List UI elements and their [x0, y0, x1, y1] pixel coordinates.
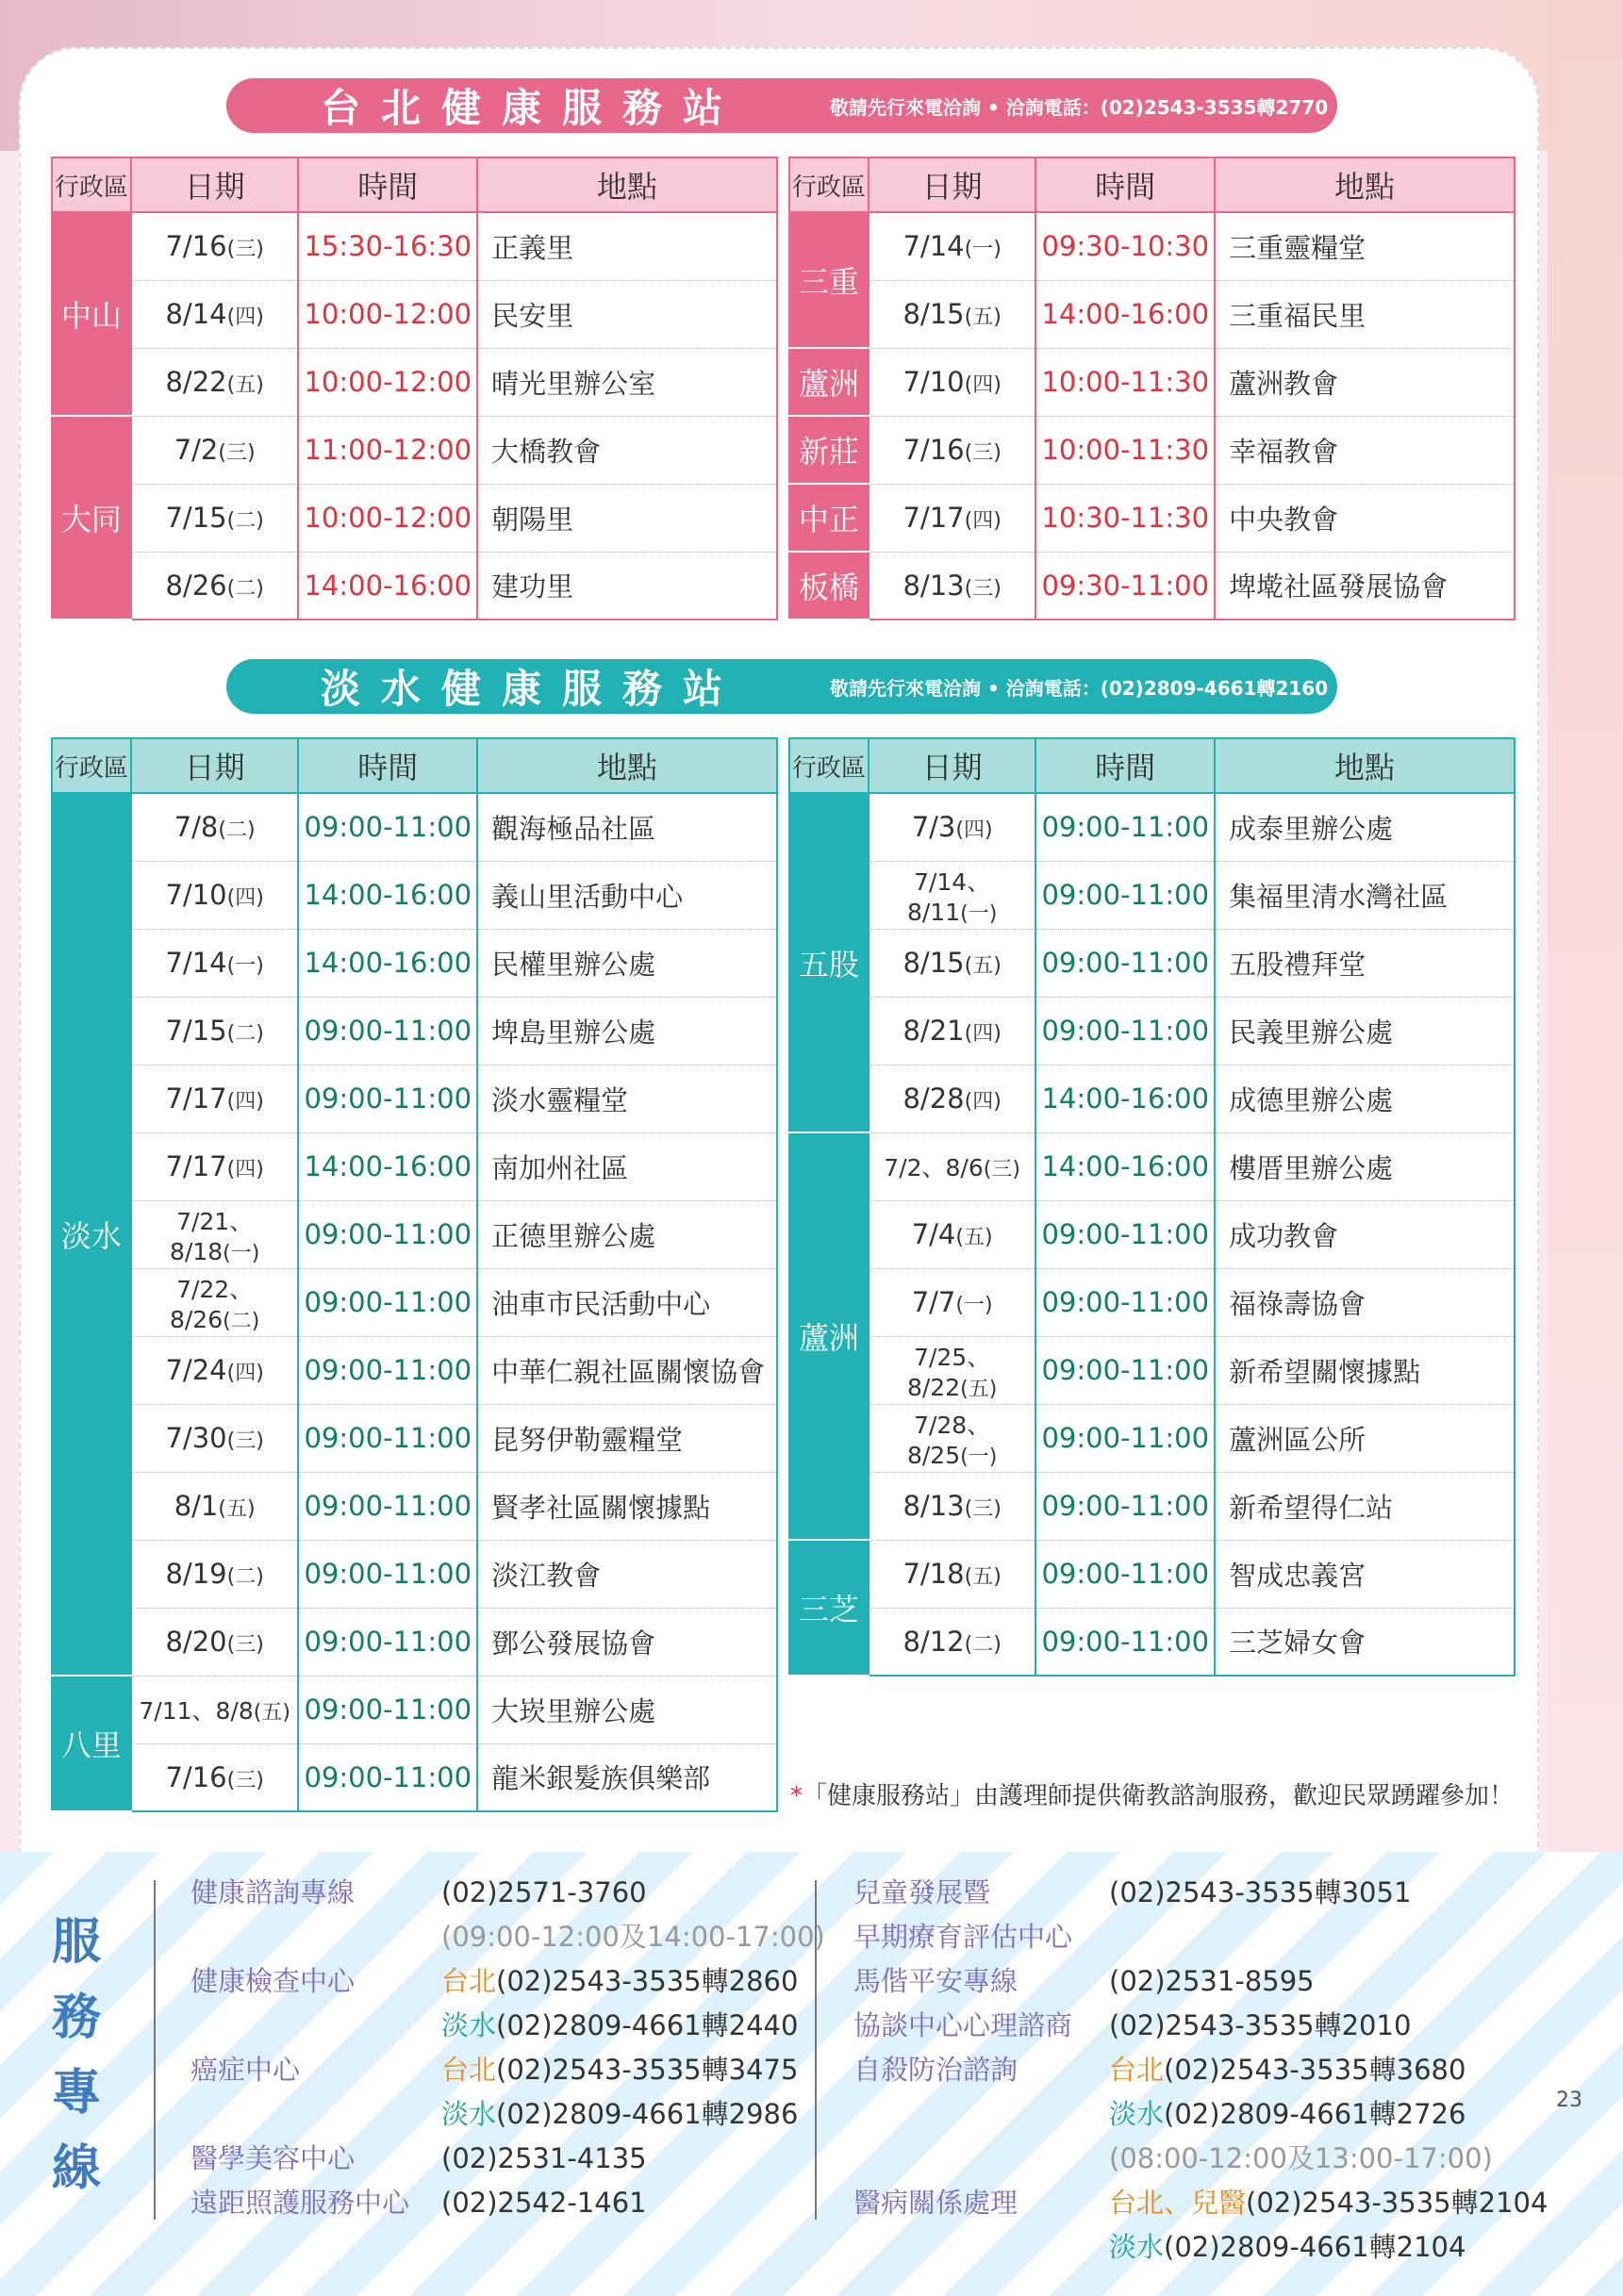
- location-cell: 觀海極品社區: [477, 793, 777, 861]
- service-label: 協談中心心理諮商: [853, 2009, 1073, 2041]
- taipei-table-left: [51, 157, 778, 620]
- location-cell: 民義里辦公處: [1215, 997, 1515, 1065]
- location-cell: 三重福民里: [1215, 280, 1515, 348]
- location-cell: 義山里活動中心: [477, 861, 777, 929]
- weekday: (三): [226, 1768, 264, 1792]
- location-cell: 三芝婦女會: [1215, 1608, 1515, 1676]
- weekday: (一): [960, 1445, 998, 1469]
- district-cell: [789, 793, 869, 1132]
- date-cell: 8/12(二): [869, 1608, 1036, 1676]
- table-row: [52, 1676, 777, 1743]
- district-label: 中山: [60, 298, 122, 334]
- service-value: (08:00-12:00及13:00-17:00): [1109, 2142, 1493, 2174]
- date-cell: 7/16(三): [869, 416, 1036, 484]
- location-cell: 蘆洲區公所: [1215, 1404, 1515, 1472]
- location-cell: 成功教會: [1215, 1200, 1515, 1268]
- table-row: [789, 1336, 1515, 1404]
- location-cell: 新希望得仁站: [1215, 1472, 1515, 1540]
- location-cell: 新希望關懷據點: [1215, 1336, 1515, 1404]
- weekday: (三): [964, 576, 1002, 601]
- table-row: [52, 793, 777, 861]
- location-cell: 樓厝里辦公處: [1215, 1132, 1515, 1200]
- service-label: 癌症中心: [190, 2054, 301, 2086]
- weekday: (四): [955, 818, 993, 843]
- column-header: 地點: [477, 738, 777, 793]
- branch-label: 台北: [441, 2054, 497, 2086]
- service-label: 遠距照護服務中心: [190, 2187, 410, 2219]
- time-cell: 09:00-11:00: [298, 793, 477, 861]
- district-cell: [52, 793, 131, 1676]
- date-cell: 7/28、8/25(一): [869, 1404, 1036, 1472]
- weekday: (四): [226, 1362, 264, 1385]
- weekday: (三): [226, 238, 264, 262]
- weekday: (四): [226, 306, 264, 329]
- time-cell: 10:00-12:00: [298, 280, 477, 348]
- table-row: [52, 280, 777, 348]
- time-cell: 14:00-16:00: [1035, 1132, 1215, 1200]
- time-cell: 09:00-11:00: [298, 1200, 477, 1268]
- tamsui-note: 敬請先行來電洽詢 • 洽詢電話：(02)2809-4661轉2160: [830, 676, 1329, 700]
- table-row: [789, 280, 1515, 348]
- service-label: 馬偕平安專線: [853, 1965, 1019, 1997]
- column-header: 地點: [477, 157, 777, 212]
- column-header: 行政區: [52, 157, 131, 212]
- header-row: [789, 157, 1515, 212]
- time-cell: 09:00-11:00: [298, 1743, 477, 1811]
- location-cell: 賢孝社區關懷據點: [477, 1472, 777, 1540]
- table-row: [52, 997, 777, 1065]
- location-cell: 南加州社區: [477, 1132, 777, 1200]
- right-background: [1548, 0, 1623, 1886]
- table-row: [789, 1132, 1515, 1200]
- taipei-note: 敬請先行來電洽詢 • 洽詢電話：(02)2543-3535轉2770: [830, 95, 1329, 119]
- weekday: (三): [218, 441, 256, 465]
- weekday: (一): [226, 954, 264, 978]
- time-cell: 14:00-16:00: [1035, 1065, 1215, 1132]
- location-cell: 朝陽里: [477, 484, 777, 552]
- branch-label: 淡水: [1109, 2231, 1165, 2263]
- time-cell: 09:30-10:30: [1035, 212, 1215, 280]
- weekday: (三): [964, 441, 1002, 465]
- header-row: [52, 738, 777, 793]
- table-row: [789, 552, 1515, 619]
- table-row: [789, 1404, 1515, 1472]
- weekday: (五): [964, 1565, 1002, 1589]
- date-cell: 7/2(三): [131, 416, 299, 484]
- time-cell: 09:00-11:00: [298, 1065, 477, 1132]
- table-row: [789, 1472, 1515, 1540]
- district-label: 蘆洲: [798, 1320, 859, 1356]
- time-cell: 09:00-11:00: [298, 1336, 477, 1404]
- table-row: [52, 1743, 777, 1811]
- district-label: 板橋: [798, 570, 859, 605]
- footnote-star: *: [790, 1782, 803, 1810]
- table-row: [52, 484, 777, 552]
- date-cell: 7/8(二): [131, 793, 299, 861]
- weekday: (三): [226, 1633, 264, 1657]
- weekday: (二): [223, 1309, 260, 1333]
- district-label: 蘆洲: [798, 366, 859, 402]
- weekday: (一): [964, 238, 1002, 262]
- location-cell: 淡水靈糧堂: [477, 1065, 777, 1132]
- service-label: 兒童發展暨: [853, 1876, 991, 1908]
- service-value: 台北(02)2543-3535轉3680: [1109, 2054, 1466, 2086]
- time-cell: 09:00-11:00: [1035, 929, 1215, 997]
- location-cell: 福祿壽協會: [1215, 1268, 1515, 1336]
- location-cell: 大崁里辦公處: [477, 1676, 777, 1743]
- table-row: [789, 1065, 1515, 1132]
- date-cell: 7/16(三): [131, 212, 299, 280]
- location-cell: 大橋教會: [477, 416, 777, 484]
- taipei-title: 台北健康服務站: [321, 85, 744, 131]
- table-row: [52, 929, 777, 997]
- date-cell: 7/25、8/22(五): [869, 1336, 1036, 1404]
- column-header: 日期: [131, 738, 299, 793]
- location-cell: 集福里清水灣社區: [1215, 861, 1515, 929]
- time-cell: 14:00-16:00: [298, 861, 477, 929]
- date-cell: 7/18(五): [869, 1540, 1036, 1608]
- weekday: (三): [983, 1158, 1020, 1181]
- service-value: 淡水(02)2809-4661轉2440: [441, 2009, 799, 2041]
- date-cell: 7/14(一): [131, 929, 299, 997]
- table-row: [789, 1608, 1515, 1676]
- date-cell: 7/17(四): [869, 484, 1036, 552]
- table-row: [789, 1540, 1515, 1608]
- branch-label: 台北: [1109, 2054, 1165, 2086]
- district-label: 新莊: [798, 434, 859, 470]
- table-row: [52, 212, 777, 280]
- weekday: (二): [218, 818, 256, 843]
- time-cell: 09:00-11:00: [1035, 793, 1215, 861]
- date-cell: 7/16(三): [131, 1743, 299, 1811]
- table-row: [52, 1065, 777, 1132]
- weekday: (四): [964, 1090, 1002, 1114]
- location-cell: 昆努伊勒靈糧堂: [477, 1404, 777, 1472]
- service-label: 健康諮詢專線: [190, 1876, 356, 1908]
- time-cell: 09:00-11:00: [1035, 861, 1215, 929]
- district-cell: [789, 416, 869, 484]
- table-row: [789, 997, 1515, 1065]
- date-cell: 7/17(四): [131, 1065, 299, 1132]
- time-cell: 15:30-16:30: [298, 212, 477, 280]
- time-cell: 10:00-11:30: [1035, 348, 1215, 416]
- service-value: (02)2531-8595: [1109, 1965, 1315, 1997]
- service-value: 台北、兒醫(02)2543-3535轉2104: [1109, 2187, 1548, 2219]
- time-cell: 14:00-16:00: [298, 929, 477, 997]
- location-cell: 蘆洲教會: [1215, 348, 1515, 416]
- location-cell: 智成忠義宮: [1215, 1540, 1515, 1608]
- service-value: (02)2571-3760: [441, 1876, 647, 1908]
- location-cell: 正義里: [477, 212, 777, 280]
- date-cell: 7/14、8/11(一): [869, 861, 1036, 929]
- weekday: (四): [964, 509, 1002, 533]
- date-cell: 8/19(二): [131, 1540, 299, 1608]
- date-cell: 7/21、8/18(一): [131, 1200, 299, 1268]
- table-row: [789, 416, 1515, 484]
- date-cell: 8/13(三): [869, 1472, 1036, 1540]
- location-cell: 鄧公發展協會: [477, 1608, 777, 1676]
- location-cell: 油車市民活動中心: [477, 1268, 777, 1336]
- column-header: 時間: [298, 157, 477, 212]
- branch-label: 淡水: [441, 2009, 497, 2041]
- weekday: (四): [964, 373, 1002, 397]
- weekday: (五): [960, 1377, 998, 1401]
- location-cell: 五股禮拜堂: [1215, 929, 1515, 997]
- district-label: 淡水: [60, 1218, 122, 1254]
- table-row: [52, 348, 777, 416]
- district-cell: [52, 416, 131, 619]
- service-value: (02)2531-4135: [441, 2142, 647, 2174]
- table-row: [789, 793, 1515, 861]
- service-value: 台北(02)2543-3535轉2860: [441, 1965, 799, 1997]
- table-row: [52, 1268, 777, 1336]
- district-label: 三芝: [798, 1592, 859, 1627]
- table-row: [789, 484, 1515, 552]
- location-cell: 建功里: [477, 552, 777, 619]
- divider-line: [154, 1880, 156, 2220]
- time-cell: 09:00-11:00: [1035, 1472, 1215, 1540]
- branch-label: 淡水: [1109, 2098, 1165, 2130]
- location-cell: 埤島里辦公處: [477, 997, 777, 1065]
- weekday: (四): [226, 886, 264, 910]
- date-cell: 7/30(三): [131, 1404, 299, 1472]
- time-cell: 09:00-11:00: [298, 1404, 477, 1472]
- time-cell: 09:00-11:00: [1035, 1608, 1215, 1676]
- time-cell: 10:30-11:30: [1035, 484, 1215, 552]
- table-row: [789, 212, 1515, 280]
- time-cell: 10:00-12:00: [298, 348, 477, 416]
- district-label: 三重: [798, 264, 859, 300]
- weekday: (二): [226, 576, 264, 601]
- taipei-table-right: [788, 157, 1515, 620]
- column-header: 日期: [131, 157, 299, 212]
- time-cell: 14:00-16:00: [1035, 280, 1215, 348]
- district-cell: [789, 552, 869, 619]
- time-cell: 14:00-16:00: [298, 552, 477, 619]
- weekday: (一): [960, 901, 998, 926]
- weekday: (一): [223, 1241, 260, 1265]
- table-row: [52, 1472, 777, 1540]
- weekday: (五): [253, 1701, 290, 1725]
- location-cell: 正德里辦公處: [477, 1200, 777, 1268]
- location-cell: 成泰里辦公處: [1215, 793, 1515, 861]
- date-cell: 7/7(一): [869, 1268, 1036, 1336]
- location-cell: 三重靈糧堂: [1215, 212, 1515, 280]
- service-value: (09:00-12:00及14:00-17:00): [441, 1921, 825, 1953]
- tamsui-title: 淡水健康服務站: [321, 666, 744, 712]
- location-cell: 中華仁親社區關懷協會: [477, 1336, 777, 1404]
- table-row: [789, 929, 1515, 997]
- date-cell: 7/14(一): [869, 212, 1036, 280]
- date-cell: 7/4(五): [869, 1200, 1036, 1268]
- table-row: [52, 1404, 777, 1472]
- weekday: (二): [226, 1565, 264, 1589]
- table-row: [52, 1336, 777, 1404]
- location-cell: 幸福教會: [1215, 416, 1515, 484]
- table-row: [52, 416, 777, 484]
- time-cell: 09:00-11:00: [298, 1676, 477, 1743]
- time-cell: 10:00-11:30: [1035, 416, 1215, 484]
- district-label: 大同: [60, 502, 122, 537]
- date-cell: 7/10(四): [131, 861, 299, 929]
- column-header: 時間: [1035, 157, 1215, 212]
- taipei-banner: [226, 78, 1337, 133]
- column-header: 時間: [1035, 738, 1215, 793]
- weekday: (四): [964, 1022, 1002, 1046]
- time-cell: 09:00-11:00: [1035, 1268, 1215, 1336]
- service-label: 醫病關係處理: [853, 2187, 1019, 2219]
- location-cell: 晴光里辦公室: [477, 348, 777, 416]
- location-cell: 民權里辦公處: [477, 929, 777, 997]
- date-cell: 7/2、8/6(三): [869, 1132, 1036, 1200]
- column-header: 日期: [869, 738, 1036, 793]
- date-cell: 8/15(五): [869, 929, 1036, 997]
- column-header: 日期: [869, 157, 1036, 212]
- district-cell: [789, 484, 869, 552]
- weekday: (一): [955, 1294, 993, 1317]
- page-number: 23: [1556, 2089, 1582, 2112]
- table-row: [52, 861, 777, 929]
- date-cell: 7/3(四): [869, 793, 1036, 861]
- date-cell: 7/22、8/26(二): [131, 1268, 299, 1336]
- date-cell: 7/15(二): [131, 484, 299, 552]
- date-cell: 8/13(三): [869, 552, 1036, 619]
- service-value: (02)2543-3535轉3051: [1109, 1876, 1412, 1908]
- header-row: [789, 738, 1515, 793]
- column-header: 行政區: [789, 738, 869, 793]
- column-header: 時間: [298, 738, 477, 793]
- footnote-text: 「健康服務站」由護理師提供衛教諮詢服務，歡迎民眾踴躍參加！: [803, 1782, 1515, 1810]
- date-cell: 8/26(二): [131, 552, 299, 619]
- table-row: [52, 1132, 777, 1200]
- weekday: (四): [226, 1158, 264, 1181]
- table-row: [52, 1608, 777, 1676]
- weekday: (二): [226, 1022, 264, 1046]
- tamsui-table-right: [788, 737, 1515, 1677]
- table-row: [52, 552, 777, 619]
- weekday: (五): [226, 373, 264, 397]
- time-cell: 09:00-11:00: [1035, 1540, 1215, 1608]
- table-row: [789, 861, 1515, 929]
- time-cell: 09:00-11:00: [298, 1472, 477, 1540]
- branch-label: 台北、兒醫: [1109, 2187, 1247, 2219]
- table-row: [789, 1268, 1515, 1336]
- service-value: 台北(02)2543-3535轉3475: [441, 2054, 799, 2086]
- date-cell: 7/24(四): [131, 1336, 299, 1404]
- location-cell: 埤墘社區發展協會: [1215, 552, 1515, 619]
- time-cell: 09:00-11:00: [1035, 997, 1215, 1065]
- location-cell: 成德里辦公處: [1215, 1065, 1515, 1132]
- branch-label: 淡水: [441, 2098, 497, 2130]
- district-cell: [52, 212, 131, 416]
- weekday: (二): [964, 1632, 1002, 1657]
- service-value: 淡水(02)2809-4661轉2104: [1109, 2231, 1466, 2263]
- date-cell: 8/14(四): [131, 280, 299, 348]
- service-label: 醫學美容中心: [190, 2142, 356, 2174]
- district-cell: [789, 212, 869, 348]
- location-cell: 龍米銀髮族俱樂部: [477, 1743, 777, 1811]
- tamsui-table-left: [51, 737, 778, 1812]
- weekday: (五): [964, 306, 1002, 329]
- district-label: 五股: [798, 947, 859, 983]
- location-cell: 中央教會: [1215, 484, 1515, 552]
- time-cell: 11:00-12:00: [298, 416, 477, 484]
- date-cell: 7/15(二): [131, 997, 299, 1065]
- service-label: 健康檢查中心: [190, 1965, 356, 1997]
- weekday: (四): [226, 1090, 264, 1114]
- service-value: (02)2542-1461: [441, 2187, 647, 2219]
- weekday: (五): [955, 1226, 993, 1249]
- weekday: (三): [964, 1497, 1002, 1521]
- time-cell: 09:00-11:00: [1035, 1200, 1215, 1268]
- column-header: 行政區: [789, 157, 869, 212]
- weekday: (二): [226, 509, 264, 533]
- column-header: 地點: [1215, 157, 1515, 212]
- weekday: (五): [218, 1497, 256, 1521]
- time-cell: 09:00-11:00: [298, 1268, 477, 1336]
- time-cell: 09:00-11:00: [298, 1608, 477, 1676]
- service-label: 早期療育評估中心: [853, 1921, 1073, 1953]
- services-title: 服務專線: [52, 1914, 102, 2197]
- tamsui-banner: [226, 659, 1337, 714]
- district-label: 八里: [60, 1727, 122, 1763]
- date-cell: 8/20(三): [131, 1608, 299, 1676]
- location-cell: 民安里: [477, 280, 777, 348]
- date-cell: 8/28(四): [869, 1065, 1036, 1132]
- district-label: 中正: [798, 502, 859, 537]
- table-row: [789, 1200, 1515, 1268]
- district-cell: [52, 1676, 131, 1811]
- date-cell: 7/17(四): [131, 1132, 299, 1200]
- date-cell: 8/15(五): [869, 280, 1036, 348]
- table-row: [52, 1200, 777, 1268]
- date-cell: 8/1(五): [131, 1472, 299, 1540]
- date-cell: 8/22(五): [131, 348, 299, 416]
- column-header: 地點: [1215, 738, 1515, 793]
- date-cell: 7/11、8/8(五): [131, 1676, 299, 1743]
- date-cell: 8/21(四): [869, 997, 1036, 1065]
- district-cell: [789, 1132, 869, 1540]
- service-value: 淡水(02)2809-4661轉2986: [441, 2098, 799, 2130]
- service-label: 自殺防治諮詢: [853, 2054, 1019, 2086]
- header-row: [52, 157, 777, 212]
- service-value: (02)2543-3535轉2010: [1109, 2009, 1412, 2041]
- column-header: 行政區: [52, 738, 131, 793]
- date-cell: 7/10(四): [869, 348, 1036, 416]
- time-cell: 09:00-11:00: [1035, 1404, 1215, 1472]
- weekday: (三): [226, 1429, 264, 1453]
- service-value: 淡水(02)2809-4661轉2726: [1109, 2098, 1466, 2130]
- table-row: [789, 348, 1515, 416]
- location-cell: 淡江教會: [477, 1540, 777, 1608]
- district-cell: [789, 1540, 869, 1676]
- time-cell: 09:30-11:00: [1035, 552, 1215, 619]
- branch-label: 台北: [441, 1965, 497, 1997]
- weekday: (五): [964, 954, 1002, 978]
- time-cell: 09:00-11:00: [298, 997, 477, 1065]
- footnote: [790, 1776, 1514, 1811]
- time-cell: 10:00-12:00: [298, 484, 477, 552]
- district-cell: [789, 348, 869, 416]
- time-cell: 09:00-11:00: [1035, 1336, 1215, 1404]
- table-row: [52, 1540, 777, 1608]
- time-cell: 09:00-11:00: [298, 1540, 477, 1608]
- time-cell: 14:00-16:00: [298, 1132, 477, 1200]
